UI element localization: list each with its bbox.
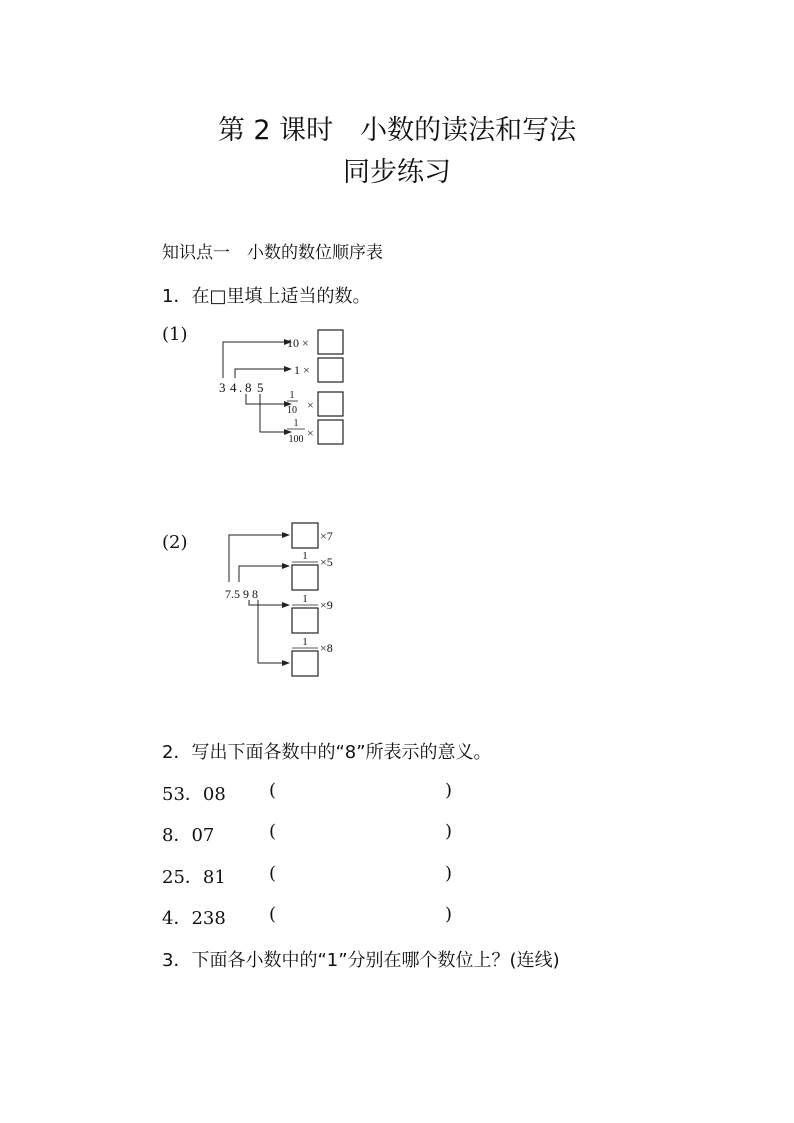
question-1-stem: 1．在□里填上适当的数。	[162, 286, 371, 307]
decimal-number: 8．07	[162, 825, 215, 846]
multiplier-label: ×9	[320, 598, 333, 612]
fraction-numerator: 1	[302, 550, 308, 562]
multiplier-label: ×5	[320, 555, 333, 569]
digit: 3	[219, 380, 226, 395]
fraction-numerator: 1	[293, 418, 299, 429]
answer-box[interactable]	[318, 330, 343, 354]
answer-row	[162, 821, 462, 845]
question-1-part-2-label: (2)	[162, 532, 188, 553]
answer-blank-close: )	[445, 780, 453, 801]
answer-blank-open[interactable]: (	[269, 904, 277, 925]
answer-box[interactable]	[292, 523, 318, 548]
lesson-subtitle: 同步练习	[343, 157, 451, 188]
answer-blank-close: )	[445, 904, 453, 925]
decimal-number: 25．81	[162, 867, 226, 888]
answer-row	[162, 863, 462, 887]
section-heading: 知识点一 小数的数位顺序表	[162, 243, 383, 263]
place-value-diagram-1	[212, 322, 352, 450]
multiplier-label: ×	[307, 398, 314, 412]
answer-blank-close: )	[445, 863, 453, 884]
fraction-numerator: 1	[302, 636, 308, 648]
multiplier-label: ×7	[320, 529, 333, 543]
place-value-diagram-2	[222, 518, 352, 682]
multiplier-label: 10 ×	[287, 336, 309, 350]
answer-box[interactable]	[292, 651, 318, 676]
answer-row	[162, 904, 462, 928]
question-1-part-1-label: (1)	[162, 324, 188, 345]
decimal-number: 4．238	[162, 908, 226, 929]
answer-box[interactable]	[318, 392, 343, 416]
answer-row	[162, 780, 462, 804]
decimal-point: .	[239, 380, 243, 395]
fraction-denominator: 100	[288, 434, 304, 445]
fraction-numerator: 1	[302, 593, 308, 605]
fraction-denominator: 10	[287, 405, 297, 416]
question-2-stem: 2．写出下面各数中的“8”所表示的意义。	[162, 742, 492, 763]
answer-box[interactable]	[292, 565, 318, 590]
answer-box[interactable]	[318, 358, 343, 382]
answer-blank-open[interactable]: (	[269, 821, 277, 842]
decimal-number: 7.5 9 8	[225, 587, 258, 601]
digit: 4	[230, 380, 237, 395]
fraction-numerator: 1	[289, 390, 295, 401]
decimal-number: 53．08	[162, 784, 226, 805]
multiplier-label: 1 ×	[294, 363, 310, 377]
lesson-title: 第 2 课时 小数的读法和写法	[217, 115, 577, 146]
digit: 8	[245, 380, 252, 395]
digit: 5	[257, 380, 264, 395]
answer-blank-open[interactable]: (	[269, 780, 277, 801]
question-3-stem: 3．下面各小数中的“1”分别在哪个数位上？(连线)	[162, 950, 560, 971]
multiplier-label: ×8	[320, 641, 333, 655]
answer-box[interactable]	[318, 420, 343, 444]
multiplier-label: ×	[307, 426, 314, 440]
answer-blank-close: )	[445, 821, 453, 842]
answer-box[interactable]	[292, 608, 318, 633]
answer-blank-open[interactable]: (	[269, 863, 277, 884]
